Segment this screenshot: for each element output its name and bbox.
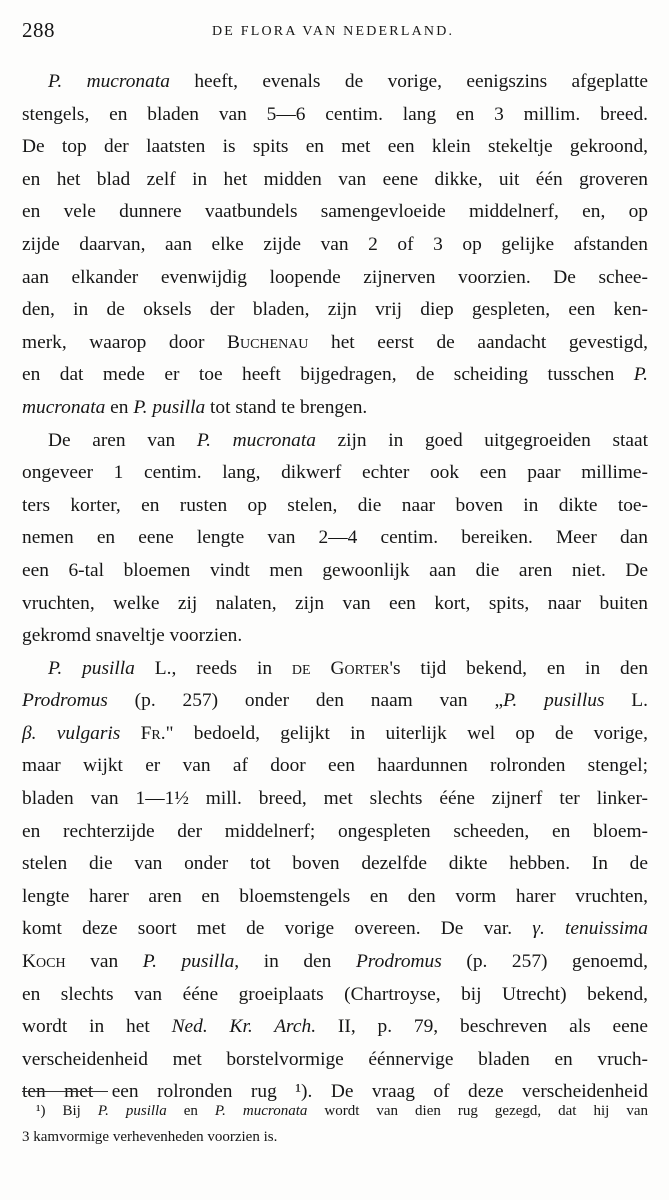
text-run: en dat mede er toe heeft bijgedragen, de scheiding tusschen (22, 364, 634, 386)
text-run: 's tijd bekend, en in den (389, 657, 649, 679)
body-text (22, 66, 648, 1109)
text-line (22, 718, 648, 751)
text-run: en het blad zelf in het midden van eene dikke, uit één groveren (22, 168, 648, 190)
text-run: gekromd snaveltje voorzien. (22, 625, 243, 647)
small-caps-text: de Gorter (291, 657, 390, 679)
text-run (120, 723, 140, 744)
text-run: lengte harer aren en bloemstengels en den vorm harer vruchten, (22, 885, 648, 907)
text-line (22, 66, 648, 99)
text-run: 3 kamvormige verhevenheden voorzien is. (22, 1129, 278, 1145)
text-run: L., reeds in (134, 657, 292, 679)
text-line (22, 359, 648, 392)
text-run: L. (604, 690, 648, 712)
text-line (22, 1011, 648, 1044)
text-line (22, 881, 648, 914)
text-line (22, 392, 648, 425)
italic-text: P. mucronata (48, 71, 170, 92)
text-line (22, 457, 648, 490)
text-run: en rechterzijde der middelnerf; ongespleten scheeden, en bloem- (22, 820, 648, 842)
text-run: ten met een rolronden rug ¹). De vraag of deze verscheidenheid (22, 1081, 648, 1103)
text-run: en (105, 396, 134, 418)
text-line (22, 294, 648, 327)
text-run: , in den (234, 951, 356, 973)
text-run: De aren van (48, 429, 197, 451)
text-run: ters korter, en rusten op stelen, die naar boven in dikte toe- (22, 494, 648, 516)
italic-text: P. pusillus (503, 690, 605, 712)
text-line (22, 229, 648, 262)
text-run: en vele dunnere vaatbundels samengevloeide middelnerf, en, op (22, 201, 648, 223)
text-run: een 6-tal bloemen vindt men gewoonlijk aan die aren niet. De (22, 559, 648, 581)
text-line (22, 816, 648, 849)
page-number: 288 (22, 18, 55, 42)
italic-text: mucronata (22, 396, 106, 418)
text-run: zijn in goed uitgegroeiden staat (315, 429, 649, 451)
text-run: en (166, 1103, 215, 1119)
small-caps-text: Fr. (140, 722, 166, 744)
text-run: stelen die van onder tot boven dezelfde dikte hebben. In de (22, 853, 648, 875)
text-run: tot stand te brengen. (205, 396, 368, 418)
text-run: " bedoeld, gelijkt in uiterlijk wel op de vorige, (165, 722, 648, 744)
text-run: ongeveer 1 centim. lang, dikwerf echter ook een paar millime- (22, 462, 648, 484)
text-run: ¹) Bij (36, 1103, 98, 1119)
text-run: wordt in het (22, 1016, 172, 1038)
text-run: vruchten, welke zij nalaten, zijn van een kort, spits, naar buiten (22, 592, 648, 614)
text-line (22, 490, 648, 523)
text-line (22, 555, 648, 588)
text-run: komt deze soort met de vorige overeen. De var. (22, 918, 533, 940)
text-run: bladen van 1—1½ mill. breed, met slechts ééne zijnerf ter linker- (22, 788, 648, 810)
italic-text: Prodromus (355, 951, 442, 973)
italic-text: P. pusilla (142, 951, 235, 973)
text-line (22, 913, 648, 946)
text-line (22, 783, 648, 816)
text-run: nemen en eene lengte van 2—4 centim. bereiken. Meer dan (22, 527, 648, 549)
text-run: stengels, en bladen van 5—6 centim. lang en 3 millim. breed. (22, 103, 648, 125)
footnotes (22, 1098, 648, 1150)
italic-text: P. mucronata (196, 429, 316, 451)
text-line (22, 979, 648, 1012)
italic-text: γ. tenuissima (532, 918, 648, 940)
footnote-line (22, 1098, 648, 1124)
text-line (22, 196, 648, 229)
footnote-line (22, 1124, 648, 1150)
text-run: het eerst de aandacht gevestigd, (308, 331, 648, 353)
text-line (22, 653, 648, 686)
italic-text: P. pusilla (48, 657, 135, 679)
text-run: wordt van dien rug gezegd, dat hij van (307, 1103, 648, 1119)
text-line (22, 750, 648, 783)
text-run: (p. 257) genoemd, (441, 951, 648, 973)
italic-text: Ned. Kr. Arch. (171, 1016, 317, 1038)
text-line (22, 425, 648, 458)
italic-text: Prodromus (22, 690, 108, 712)
text-line (22, 588, 648, 621)
text-run: en slechts van ééne groeiplaats (Chartroyse, bij Utrecht) bekend, (22, 983, 648, 1005)
text-run: verscheidenheid met borstelvormige éénnervige bladen en vruch- (22, 1048, 648, 1070)
text-line (22, 327, 648, 360)
footnote-divider (22, 1091, 108, 1092)
italic-text: P. pusilla (133, 396, 206, 418)
text-run: II, p. 79, beschreven als eene (316, 1016, 648, 1038)
small-caps-text: Koch (22, 951, 66, 973)
text-line (22, 620, 648, 653)
text-run: De top der laatsten is spits en met een klein stekeltje gekroond, (22, 136, 648, 158)
italic-text: β. vulgaris (22, 722, 121, 744)
italic-text: P. (633, 364, 648, 386)
text-line (22, 131, 648, 164)
text-line (22, 522, 648, 555)
text-line (22, 262, 648, 295)
running-title: DE FLORA VAN NEDERLAND. (212, 24, 455, 39)
text-run: merk, waarop door (22, 331, 228, 353)
small-caps-text: Buchenau (227, 331, 309, 353)
text-line (22, 848, 648, 881)
text-run: (p. 257) onder den naam van „ (107, 690, 504, 712)
italic-text: P. pusilla (97, 1103, 167, 1119)
text-line (22, 685, 648, 718)
text-run: zijde daarvan, aan elke zijde van 2 of 3 op gelijke afstanden (22, 233, 648, 255)
text-line (22, 946, 648, 979)
text-run: heeft, evenals de vorige, eenigszins afgeplatte (169, 71, 648, 92)
italic-text: P. mucronata (214, 1103, 308, 1119)
text-line (22, 99, 648, 132)
text-run: van (65, 951, 143, 973)
text-run: maar wijkt er van af door een haardunnen rolronden stengel; (22, 755, 648, 777)
running-head (22, 18, 645, 48)
text-run: den, in de oksels der bladen, zijn vrij diep gespleten, een ken- (22, 299, 648, 321)
text-run: aan elkander evenwijdig loopende zijnerven voorzien. De schee- (22, 266, 648, 288)
text-line (22, 164, 648, 197)
text-line (22, 1044, 648, 1077)
